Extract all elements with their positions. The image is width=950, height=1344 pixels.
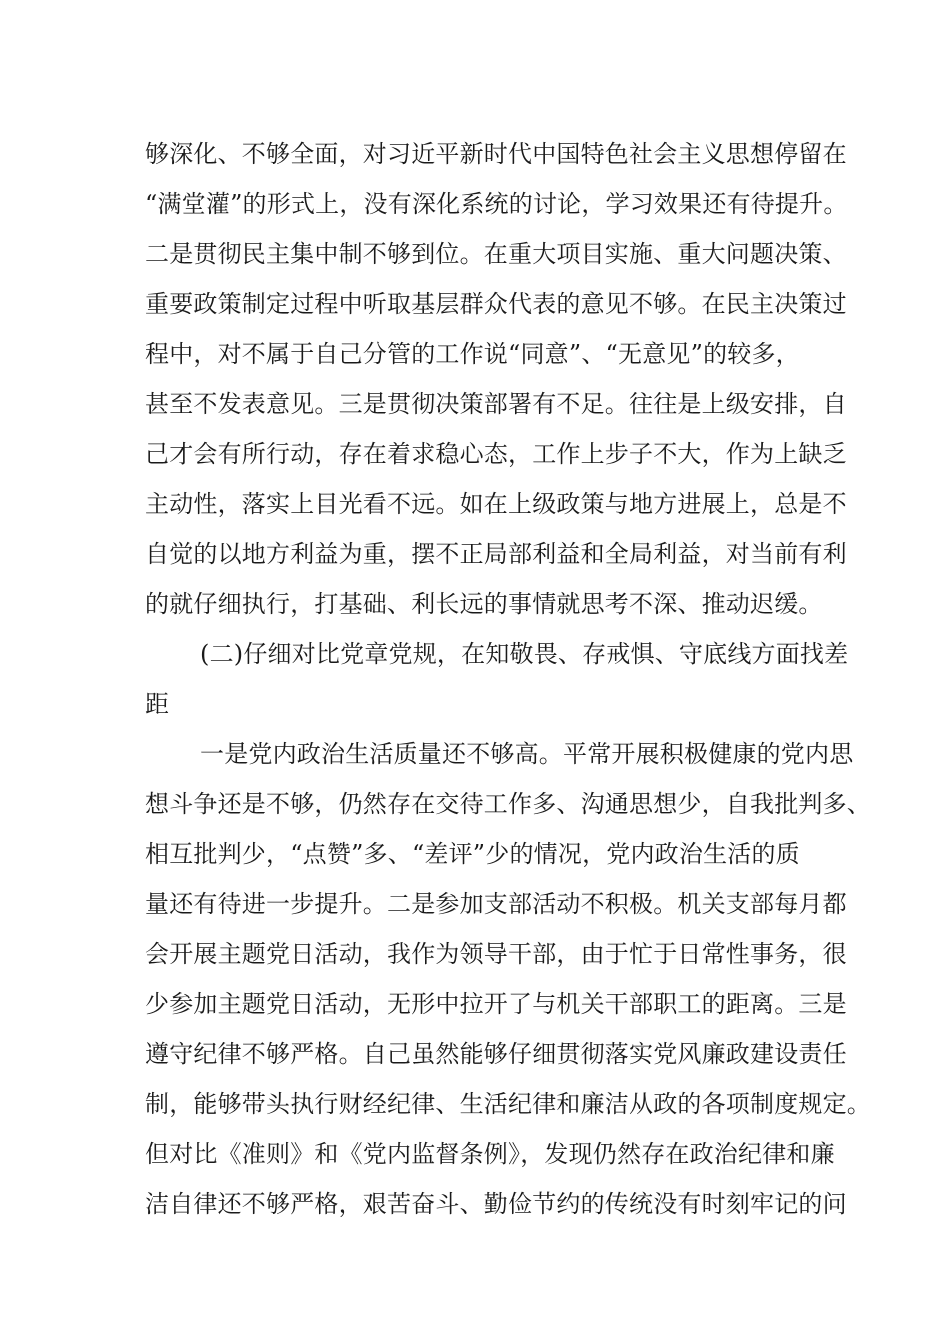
text-line: 主动性，落实上目光看不远。如在上级政策与地方进展上，总是不 [145, 490, 847, 518]
text-line: 相互批判少，“点赞”多、“差评”少的情况，党内政治生活的质 [145, 840, 800, 868]
text-line: 甚至不发表意见。三是贯彻决策部署有不足。往往是上级安排，自 [145, 390, 847, 418]
text-line: 但对比《准则》和《党内监督条例》，发现仍然存在政治纪律和廉 [145, 1140, 835, 1168]
text-line: 重要政策制定过程中听取基层群众代表的意见不够。在民主决策过 [145, 290, 847, 318]
text-line: 程中，对不属于自己分管的工作说“同意”、“无意见”的较多， [145, 340, 800, 368]
text-line: “满堂灌”的形式上，没有深化系统的讨论，学习效果还有待提升。 [145, 190, 848, 218]
paragraph-start: 一是党内政治生活质量还不够高。平常开展积极健康的党内思 [200, 740, 854, 768]
text-line: 遵守纪律不够严格。自己虽然能够仔细贯彻落实党风廉政建设责任 [145, 1040, 847, 1068]
section-heading-continuation: 距 [145, 690, 170, 718]
text-line: 够深化、不够全面，对习近平新时代中国特色社会主义思想停留在 [145, 140, 847, 168]
text-line: 想斗争还是不够，仍然存在交待工作多、沟通思想少，自我批判多、 [145, 790, 871, 818]
text-line: 制，能够带头执行财经纪律、生活纪律和廉洁从政的各项制度规定。 [145, 1090, 871, 1118]
text-line: 少参加主题党日活动，无形中拉开了与机关干部职工的距离。三是 [145, 990, 847, 1018]
text-line: 的就仔细执行，打基础、利长远的事情就思考不深、推动迟缓。 [145, 590, 823, 618]
text-line: 己才会有所行动，存在着求稳心态，工作上步子不大，作为上缺乏 [145, 440, 847, 468]
text-line: 自觉的以地方利益为重，摆不正局部利益和全局利益，对当前有利 [145, 540, 847, 568]
section-heading: (二)仔细对比党章党规，在知敬畏、存戒惧、守底线方面找差 [200, 640, 849, 668]
text-line: 二是贯彻民主集中制不够到位。在重大项目实施、重大问题决策、 [145, 240, 847, 268]
text-line: 量还有待进一步提升。二是参加支部活动不积极。机关支部每月都 [145, 890, 847, 918]
text-line: 会开展主题党日活动，我作为领导干部，由于忙于日常性事务，很 [145, 940, 847, 968]
text-line: 洁自律还不够严格，艰苦奋斗、勤俭节约的传统没有时刻牢记的问 [145, 1190, 847, 1218]
